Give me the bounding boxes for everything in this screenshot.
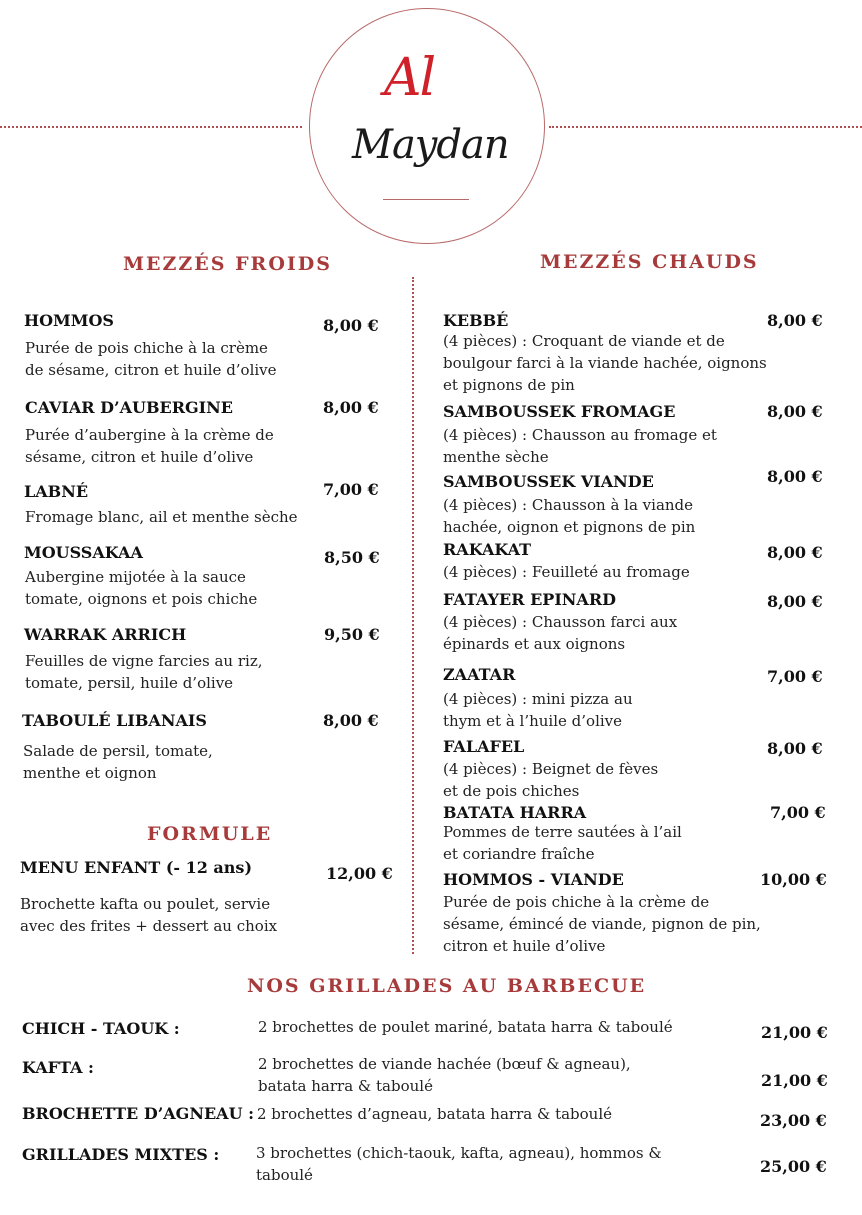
item-description: (4 pièces) : mini pizza au thym et à l’huile d’olive xyxy=(443,690,633,730)
item-price: 8,00 € xyxy=(323,316,379,335)
item-price: 21,00 € xyxy=(761,1023,828,1042)
item-price: 10,00 € xyxy=(760,870,827,889)
item-description: Purée de pois chiche à la crème de sésame, émincé de viande, pignon de pin, citron et huile d’olive xyxy=(443,893,761,955)
item-name: SAMBOUSSEK VIANDE xyxy=(443,472,654,491)
column-divider xyxy=(412,277,414,954)
section-title-mezzes-froids: MEZZÉS FROIDS xyxy=(123,253,332,275)
item-description: Aubergine mijotée à la sauce tomate, oignons et pois chiche xyxy=(25,568,258,608)
item-price: 12,00 € xyxy=(326,864,393,883)
item-price: 8,00 € xyxy=(767,592,823,611)
item-description: Brochette kafta ou poulet, servie avec des frites + dessert au choix xyxy=(20,895,278,935)
item-price: 21,00 € xyxy=(761,1071,828,1090)
item-name: RAKAKAT xyxy=(443,540,532,559)
item-name: HOMMOS - VIANDE xyxy=(443,870,624,889)
item-description: (4 pièces) : Chausson au fromage et menthe sèche xyxy=(443,426,717,466)
item-name: GRILLADES MIXTES : xyxy=(22,1145,220,1164)
logo-underline xyxy=(383,199,469,200)
item-description: 2 brochettes d’agneau, batata harra & taboulé xyxy=(257,1105,613,1123)
item-name: FALAFEL xyxy=(443,737,525,756)
item-price: 8,50 € xyxy=(324,548,380,567)
item-name: KEBBÉ xyxy=(443,311,509,330)
item-price: 8,00 € xyxy=(323,398,379,417)
item-price: 23,00 € xyxy=(760,1111,827,1130)
item-name: ZAATAR xyxy=(443,665,516,684)
item-price: 7,00 € xyxy=(767,667,823,686)
item-description: 2 brochettes de viande hachée (bœuf & agneau), batata harra & taboulé xyxy=(258,1055,631,1095)
section-title-grillades: NOS GRILLADES AU BARBECUE xyxy=(247,975,647,997)
item-name: BATATA HARRA xyxy=(443,803,587,822)
item-description: Purée d’aubergine à la crème de sésame, citron et huile d’olive xyxy=(25,426,274,466)
item-description: Feuilles de vigne farcies au riz, tomate, persil, huile d’olive xyxy=(25,652,263,692)
section-title-mezzes-chauds: MEZZÉS CHAUDS xyxy=(540,251,759,273)
item-name: HOMMOS xyxy=(24,311,114,330)
item-name: WARRAK ARRICH xyxy=(24,625,187,644)
item-description: (4 pièces) : Feuilleté au fromage xyxy=(443,563,690,581)
item-price: 7,00 € xyxy=(323,480,379,499)
item-price: 8,00 € xyxy=(767,402,823,421)
item-price: 8,00 € xyxy=(767,311,823,330)
item-name: MENU ENFANT (- 12 ans) xyxy=(20,858,253,877)
item-name: MOUSSAKAA xyxy=(24,543,143,562)
item-name: CAVIAR D’AUBERGINE xyxy=(25,398,233,417)
item-name: TABOULÉ LIBANAIS xyxy=(22,711,207,730)
item-price: 8,00 € xyxy=(767,543,823,562)
section-title-formule: FORMULE xyxy=(147,823,273,845)
header-divider-left xyxy=(0,126,302,128)
item-name: BROCHETTE D’AGNEAU : xyxy=(22,1104,254,1123)
header-divider-right xyxy=(549,126,862,128)
item-name: FATAYER EPINARD xyxy=(443,590,617,609)
item-price: 8,00 € xyxy=(323,711,379,730)
item-description: (4 pièces) : Beignet de fèves et de pois chiches xyxy=(443,760,659,800)
item-name: LABNÉ xyxy=(24,482,89,501)
item-description: 2 brochettes de poulet mariné, batata harra & taboulé xyxy=(258,1018,673,1036)
item-price: 7,00 € xyxy=(770,803,826,822)
item-price: 8,00 € xyxy=(767,739,823,758)
item-price: 9,50 € xyxy=(324,625,380,644)
item-price: 25,00 € xyxy=(760,1157,827,1176)
item-name: KAFTA : xyxy=(22,1058,94,1077)
item-description: (4 pièces) : Chausson farci aux épinards et aux oignons xyxy=(443,613,678,653)
item-name: SAMBOUSSEK FROMAGE xyxy=(443,402,676,421)
logo-text-maydan: Maydan xyxy=(352,122,509,168)
item-name: CHICH - TAOUK : xyxy=(22,1019,180,1038)
item-description: (4 pièces) : Chausson à la viande hachée, oignon et pignons de pin xyxy=(443,496,696,536)
item-description: Purée de pois chiche à la crème de sésame, citron et huile d’olive xyxy=(25,339,277,379)
item-price: 8,00 € xyxy=(767,467,823,486)
item-description: (4 pièces) : Croquant de viande et de boulgour farci à la viande hachée, oignons et pignons de pin xyxy=(443,332,767,394)
logo-text-al: Al xyxy=(384,48,435,108)
item-description: Fromage blanc, ail et menthe sèche xyxy=(25,508,298,526)
item-description: Salade de persil, tomate, menthe et oignon xyxy=(23,742,213,782)
item-description: 3 brochettes (chich-taouk, kafta, agneau), hommos & taboulé xyxy=(256,1144,662,1184)
item-description: Pommes de terre sautées à l’ail et coriandre fraîche xyxy=(443,823,682,863)
